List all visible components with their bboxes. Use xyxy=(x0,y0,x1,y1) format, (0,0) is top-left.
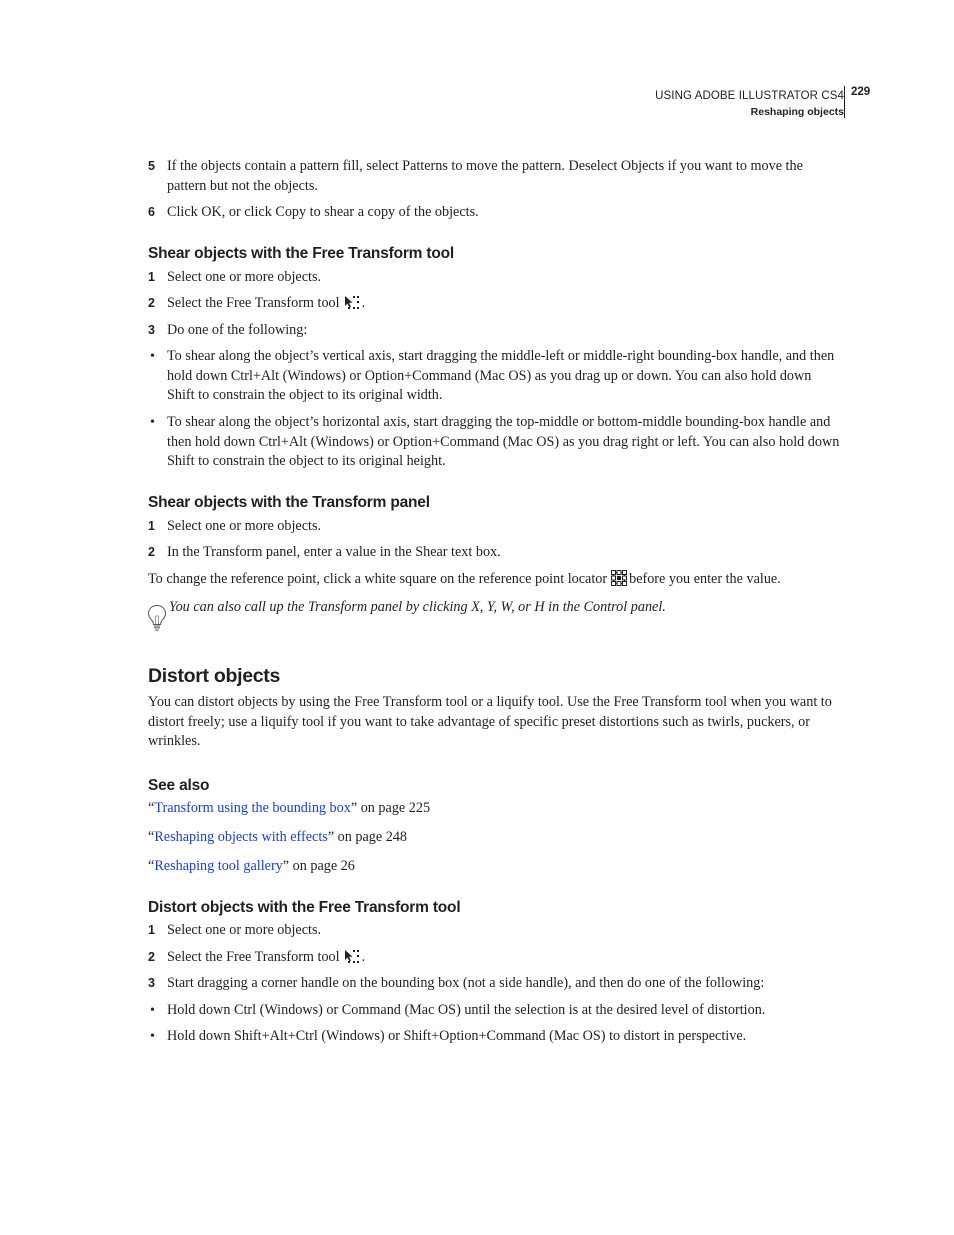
bullet-item xyxy=(148,413,840,472)
free-transform-tool-icon xyxy=(344,949,360,971)
step-number: 1 xyxy=(148,519,155,533)
see-also-item xyxy=(148,799,840,819)
tip-text: You can also call up the Transform panel by clicking X, Y, W, or H in the Control panel. xyxy=(169,599,666,615)
bullet-text: Hold down Ctrl (Windows) or Command (Mac OS) until the selection is at the desired level of distortion. xyxy=(167,1002,766,1018)
step-1 xyxy=(148,268,840,288)
link-transform-bounding-box[interactable]: Transform using the bounding box xyxy=(154,800,351,816)
step-text: In the Transform panel, enter a value in the Shear text box. xyxy=(167,544,501,560)
step-1 xyxy=(148,921,840,941)
lightbulb-tip-icon xyxy=(147,604,167,637)
bullet-mark: • xyxy=(150,1003,155,1018)
heading-distort-objects: Distort objects xyxy=(148,665,281,687)
section-title: Reshaping objects xyxy=(750,106,844,118)
step-number: 1 xyxy=(148,923,155,937)
bullet-item xyxy=(148,1027,840,1047)
reference-point-paragraph xyxy=(148,570,840,593)
step-number: 2 xyxy=(148,296,155,310)
step-number: 3 xyxy=(148,323,155,337)
page-ref: ” on page 225 xyxy=(350,800,431,816)
see-also-item xyxy=(148,828,840,848)
bullet-text: To shear along the object’s vertical axis, start dragging the middle-left or middle-right bounding-box handle, and then hold down Ctrl+Alt (Windows) or Option+Command (Mac OS) as you drag up or down. You can also hold down Shift to constrain the object to its original width. xyxy=(167,348,835,404)
step-text: Click OK, or click Copy to shear a copy of the objects. xyxy=(167,204,479,220)
step-2 xyxy=(148,543,840,563)
page-number: 229 xyxy=(851,86,871,98)
link-reshaping-tool-gallery[interactable]: Reshaping tool gallery xyxy=(154,858,283,874)
free-transform-tool-icon xyxy=(344,295,360,317)
open-quote: “ xyxy=(148,858,155,874)
bullet-text: To shear along the object’s horizontal axis, start dragging the top-middle or bottom-middle bounding-box handle and then hold down Ctrl+Alt (Windows) or Option+Command (Mac OS) as you drag right or left. You can also hold down Shift to constrain the object to its original height. xyxy=(167,414,840,470)
step-text: Start dragging a corner handle on the bounding box (not a side handle), and then do one of the following: xyxy=(167,975,765,991)
step-text-before: Select the Free Transform tool xyxy=(167,295,340,311)
heading-distort-free-transform: Distort objects with the Free Transform tool xyxy=(148,899,461,916)
step-5 xyxy=(148,157,840,196)
step-2 xyxy=(148,294,840,317)
step-number: 2 xyxy=(148,950,155,964)
step-number: 6 xyxy=(148,205,155,219)
page-ref: ” on page 248 xyxy=(327,829,408,845)
link-reshaping-with-effects[interactable]: Reshaping objects with effects xyxy=(154,829,328,845)
bullet-mark: • xyxy=(150,415,155,430)
step-number: 1 xyxy=(148,270,155,284)
step-text-after: . xyxy=(361,949,366,965)
step-3 xyxy=(148,321,840,341)
step-1 xyxy=(148,517,840,537)
see-also-item xyxy=(148,857,840,877)
heading-shear-transform-panel: Shear objects with the Transform panel xyxy=(148,494,430,511)
header-text xyxy=(655,88,844,120)
bullet-text: Hold down Shift+Alt+Ctrl (Windows) or Shift+Option+Command (Mac OS) to distort in perspective. xyxy=(167,1028,747,1044)
step-text: If the objects contain a pattern fill, select Patterns to move the pattern. Deselect Objects if you want to move the pattern but not the objects. xyxy=(167,158,803,194)
reference-point-locator-icon xyxy=(611,570,627,593)
para-before: To change the reference point, click a white square on the reference point locator xyxy=(148,571,608,587)
step-text xyxy=(167,294,840,317)
book-title: USING ADOBE ILLUSTRATOR CS4 xyxy=(655,90,844,102)
step-2 xyxy=(148,948,840,971)
distort-paragraph: You can distort objects by using the Free Transform tool or a liquify tool. Use the Free Transform tool when you want to distort freely; use a liquify tool if you want to take advantage of specific preset distortions such as twirls, puckers, or wrinkles. xyxy=(148,694,832,750)
step-3 xyxy=(148,974,840,994)
heading-see-also: See also xyxy=(148,777,210,794)
para-after: before you enter the value. xyxy=(629,571,781,587)
bullet-item xyxy=(148,1001,840,1021)
open-quote: “ xyxy=(148,829,155,845)
step-text-before: Select the Free Transform tool xyxy=(167,949,340,965)
bullet-mark: • xyxy=(150,1029,155,1044)
step-text xyxy=(167,948,840,971)
step-number: 2 xyxy=(148,545,155,559)
bullet-mark: • xyxy=(150,349,155,364)
step-text: Select one or more objects. xyxy=(167,518,322,534)
bullet-item xyxy=(148,347,840,406)
step-number: 5 xyxy=(148,159,155,173)
step-text: Select one or more objects. xyxy=(167,922,322,938)
step-number: 3 xyxy=(148,976,155,990)
step-text: Do one of the following: xyxy=(167,322,308,338)
step-6 xyxy=(148,203,840,223)
running-header xyxy=(0,86,954,126)
header-divider xyxy=(844,86,845,118)
step-text: Select one or more objects. xyxy=(167,269,322,285)
page-ref: ” on page 26 xyxy=(282,858,355,874)
step-text-after: . xyxy=(361,295,366,311)
heading-shear-free-transform: Shear objects with the Free Transform tool xyxy=(148,245,454,262)
open-quote: “ xyxy=(148,800,155,816)
